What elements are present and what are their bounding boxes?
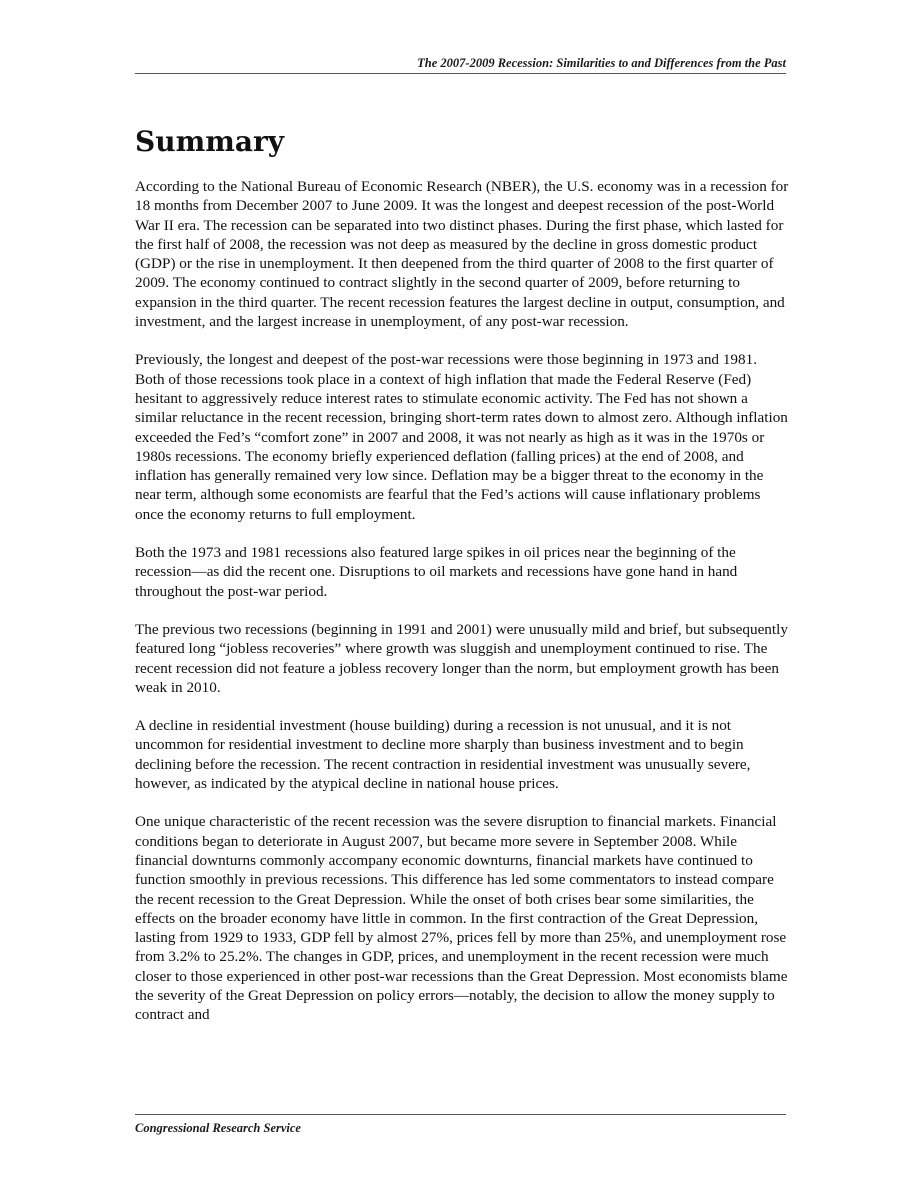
footer-publisher: Congressional Research Service: [135, 1121, 301, 1135]
paragraph-6: One unique characteristic of the recent recession was the severe disruption to financial markets. Financial conditions began to deteriorate in August 2007, but became more severe in September 2008. While financial downturns commonly accompany economic downturns, financial markets have continued to function smoothly in previous recessions. This difference has led some commentators to instead compare the recent recession to the Great Depression. While the onset of both crises bear some similarities, the effects on the broader economy have little in common. In the first contraction of the Great Depression, lasting from 1929 to 1933, GDP fell by almost 27%, prices fell by more than 25%, and unemployment rose from 3.2% to 25.2%. The changes in GDP, prices, and unemployment in the recent recession were much closer to those experienced in other post-war recessions than the Great Depression. Most economists blame the severity of the Great Depression on policy errors—notably, the decision to allow the money supply to contract and: [135, 813, 788, 1024]
paragraph-2: Previously, the longest and deepest of the post-war recessions were those beginning in 1973 and 1981. Both of those recessions took place in a context of high inflation that made the Federal Reserve (Fed) hesitant to aggressively reduce interest rates to stimulate economic activity. The Fed has not shown a similar reluctance in the recent recession, bringing short-term rates down to almost zero. Although inflation exceeded the Fed’s “comfort zone” in 2007 and 2008, it was not nearly as high as it was in the 1970s or 1980s recessions. The economy briefly experienced deflation (falling prices) at the end of 2008, and inflation has generally remained very low since. Deflation may be a bigger threat to the economy in the near term, although some economists are fearful that the Fed’s actions will cause inflationary problems once the economy returns to full employment.: [135, 351, 788, 523]
summary-body: [135, 177, 790, 1044]
section-heading: Summary: [135, 125, 284, 158]
paragraph-1: According to the National Bureau of Economic Research (NBER), the U.S. economy was in a recession for 18 months from December 2007 to June 2009. It was the longest and deepest recession of the post-World War II era. The recession can be separated into two distinct phases. During the first phase, which lasted for the first half of 2008, the recession was not deep as measured by the decline in gross domestic product (GDP) or the rise in unemployment. It then deepened from the third quarter of 2008 to the first quarter of 2009. The economy continued to contract slightly in the second quarter of 2009, before returning to expansion in the third quarter. The recent recession features the largest decline in output, consumption, and investment, and the largest increase in unemployment, of any post-war recession.: [135, 178, 789, 331]
paragraph-5: A decline in residential investment (house building) during a recession is not unusual, and it is not uncommon for residential investment to decline more sharply than business investment and to begin declining before the recession. The recent contraction in residential investment was unusually severe, however, as indicated by the atypical decline in national house prices.: [135, 717, 751, 793]
footer-divider: [135, 1114, 786, 1115]
paragraph-3: Both the 1973 and 1981 recessions also featured large spikes in oil prices near the beginning of the recession—as did the recent one. Disruptions to oil markets and recessions have gone hand in hand throughout the post-war period.: [135, 544, 738, 600]
paragraph-4: The previous two recessions (beginning in 1991 and 2001) were unusually mild and brief, but subsequently featured long “jobless recoveries” where growth was sluggish and unemployment continued to rise. The recent recession did not feature a jobless recovery longer than the norm, but employment growth has been weak in 2010.: [135, 620, 788, 696]
running-header: The 2007-2009 Recession: Similarities to and Differences from the Past: [135, 55, 786, 74]
